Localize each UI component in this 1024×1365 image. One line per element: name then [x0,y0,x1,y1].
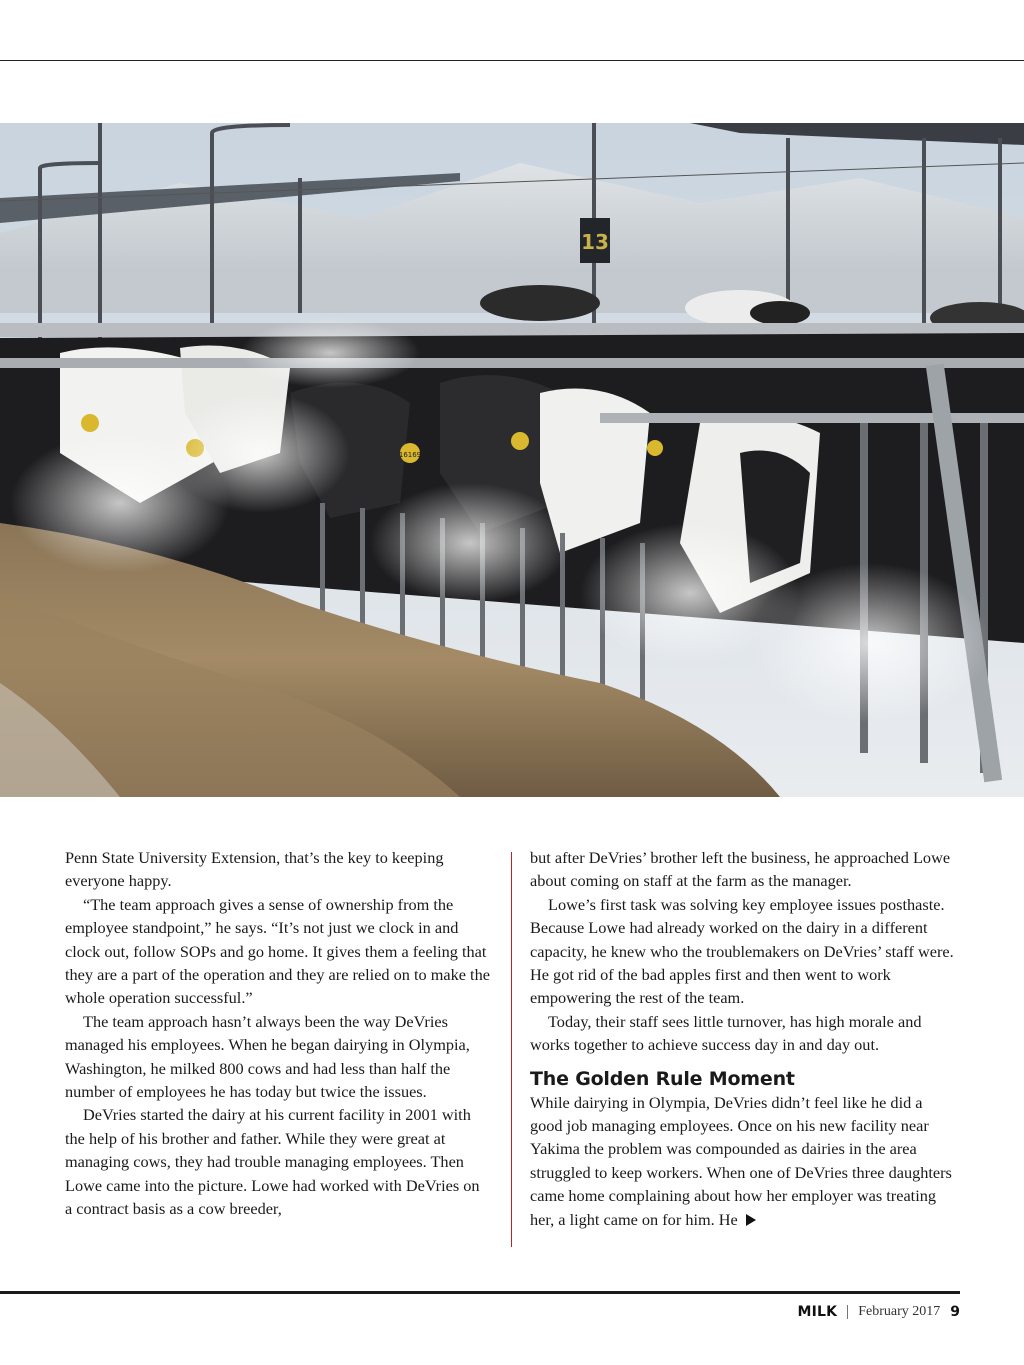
ear-tag-number: 16169 [398,451,422,459]
column-divider [511,852,512,1247]
paragraph [530,1091,955,1231]
paragraph: Lowe’s first task was solving key employee issues posthaste. Because Lowe had already worked on the dairy in a different capacity, he knew who the troublemakers on DeVries’ staff were. He got rid of the bad apples first and then went to work empowering the rest of the team. [530,894,954,1008]
top-rule [0,60,1024,61]
article-column-right [530,846,955,1231]
pen-sign-number: 13 [581,230,609,254]
section-subhead: The Golden Rule Moment [530,1067,795,1090]
article-column-left [65,846,490,1221]
paragraph: DeVries started the dairy at his current facility in 2001 with the help of his brother and father. While they were great at managing cows, they had trouble managing employees. Then Lowe came into the picture. Lowe had worked with DeVries on a contract basis as a cow breeder, [65,1105,480,1219]
issue-date: February 2017 [858,1304,941,1319]
photo-illustration [0,123,1024,797]
footer-separator [847,1305,848,1319]
paragraph: Penn State University Extension, that’s the key to keeping everyone happy. [65,848,444,891]
feedlane-cows-photo [0,123,1024,797]
magazine-logo: MILK [797,1304,838,1320]
paragraph-text: While dairying in Olympia, DeVries didn’t feel like he did a good job managing employees. Once on his new facility near Yakima the problem was compounded as dairies in the area struggled to keep workers. When one of DeVries three daughters came home complaining about how her employer was treating her, a light came on for him. He [530,1092,952,1229]
continue-arrow-icon [746,1214,756,1226]
paragraph: Today, their staff sees little turnover, has high morale and works together to achieve success day in and day out. [530,1011,922,1055]
paragraph: The team approach hasn’t always been the way DeVries managed his employees. When he began dairying in Olympia, Washington, he milked 800 cows and had less than half the number of employees he has today but twice the issues. [65,1011,470,1102]
bottom-rule [0,1291,960,1294]
paragraph: but after DeVries’ brother left the business, he approached Lowe about coming on staff at the farm as the manager. [530,848,951,891]
page-number: 9 [950,1304,960,1320]
paragraph: “The team approach gives a sense of ownership from the employee standpoint,” he says. “It’s not just we clock in and clock out, follow SOPs and go home. It gives them a feeling that they are a part of the operation and they are relied on to make the whole operation successful.” [65,894,490,1008]
page-footer [797,1304,960,1320]
